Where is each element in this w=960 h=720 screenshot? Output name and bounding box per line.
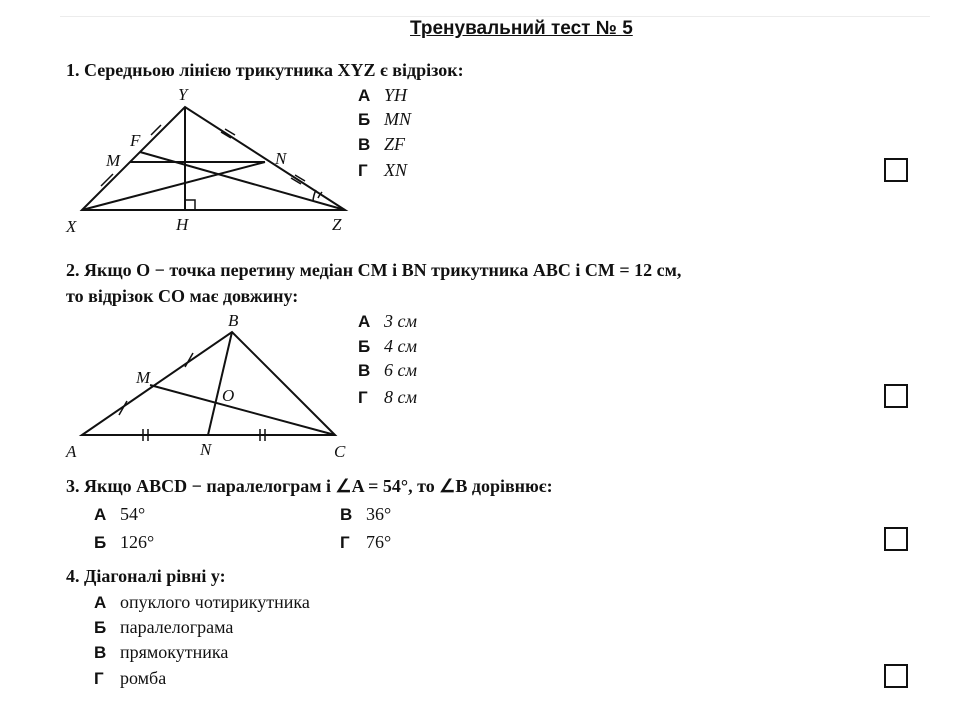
label-o: O <box>222 386 235 405</box>
triangle-xyz <box>82 107 345 210</box>
triangle-xyz-figure <box>60 80 360 240</box>
q4-option-d: Г ромба <box>94 668 167 688</box>
q3-option-d: Г 76° <box>340 532 392 552</box>
q1-option-c: В ZF <box>358 134 406 154</box>
q3-option-c: В 36° <box>340 504 392 524</box>
q2-answer-box[interactable] <box>884 384 908 408</box>
q2-option-c: В 6 см <box>358 360 417 380</box>
q4-option-a: А опуклого чотирикутника <box>94 592 310 612</box>
right-angle-mark <box>185 200 195 210</box>
triangle-abc-figure <box>60 305 360 465</box>
label-n2: N <box>200 440 212 459</box>
label-x: X <box>66 217 77 236</box>
question-4-text: 4. Діагоналі рівні у: <box>66 566 226 586</box>
label-h: H <box>176 215 189 234</box>
segment-zf <box>140 152 345 210</box>
question-2-line-1: 2. Якщо O − точка перетину медіан CM і BN трикутника ABC і CM = 12 см, <box>66 260 682 280</box>
median-bn <box>208 332 235 435</box>
label-b: B <box>228 311 239 330</box>
question-3-text: 3. Якщо ABCD − паралелограм і ∠A = 54°, то ∠B дорівнює: <box>66 476 553 496</box>
q4-option-c: В прямокутника <box>94 642 229 662</box>
label-n: N <box>275 149 287 168</box>
label-c: C <box>334 442 346 461</box>
q4-option-b: Б паралелограма <box>94 617 234 637</box>
q1-option-a: А YH <box>358 85 408 105</box>
label-y: Y <box>178 85 188 104</box>
q3-option-a: А 54° <box>94 504 146 524</box>
question-2-line-2: то відрізок CO має довжину: <box>66 286 299 306</box>
label-z: Z <box>332 215 342 234</box>
label-m: M <box>106 151 121 170</box>
q1-option-b: Б MN <box>358 109 411 129</box>
label-m2: M <box>136 368 151 387</box>
top-rule <box>60 16 930 17</box>
triangle-abc <box>82 332 335 435</box>
q2-option-a: А 3 см <box>358 311 417 331</box>
question-1-text: 1. Середньою лінією трикутника XYZ є відрізок: <box>66 60 464 80</box>
q1-option-d: Г XN <box>358 160 408 180</box>
q4-answer-box[interactable] <box>884 664 908 688</box>
label-a: A <box>66 442 77 461</box>
label-f: F <box>130 131 141 150</box>
median-cm <box>150 385 335 435</box>
q2-option-d: Г 8 см <box>358 387 417 407</box>
q1-answer-box[interactable] <box>884 158 908 182</box>
page-title: Тренувальний тест № 5 <box>410 18 633 39</box>
q3-answer-box[interactable] <box>884 527 908 551</box>
q3-option-b: Б 126° <box>94 532 155 552</box>
q2-option-b: Б 4 см <box>358 336 417 356</box>
